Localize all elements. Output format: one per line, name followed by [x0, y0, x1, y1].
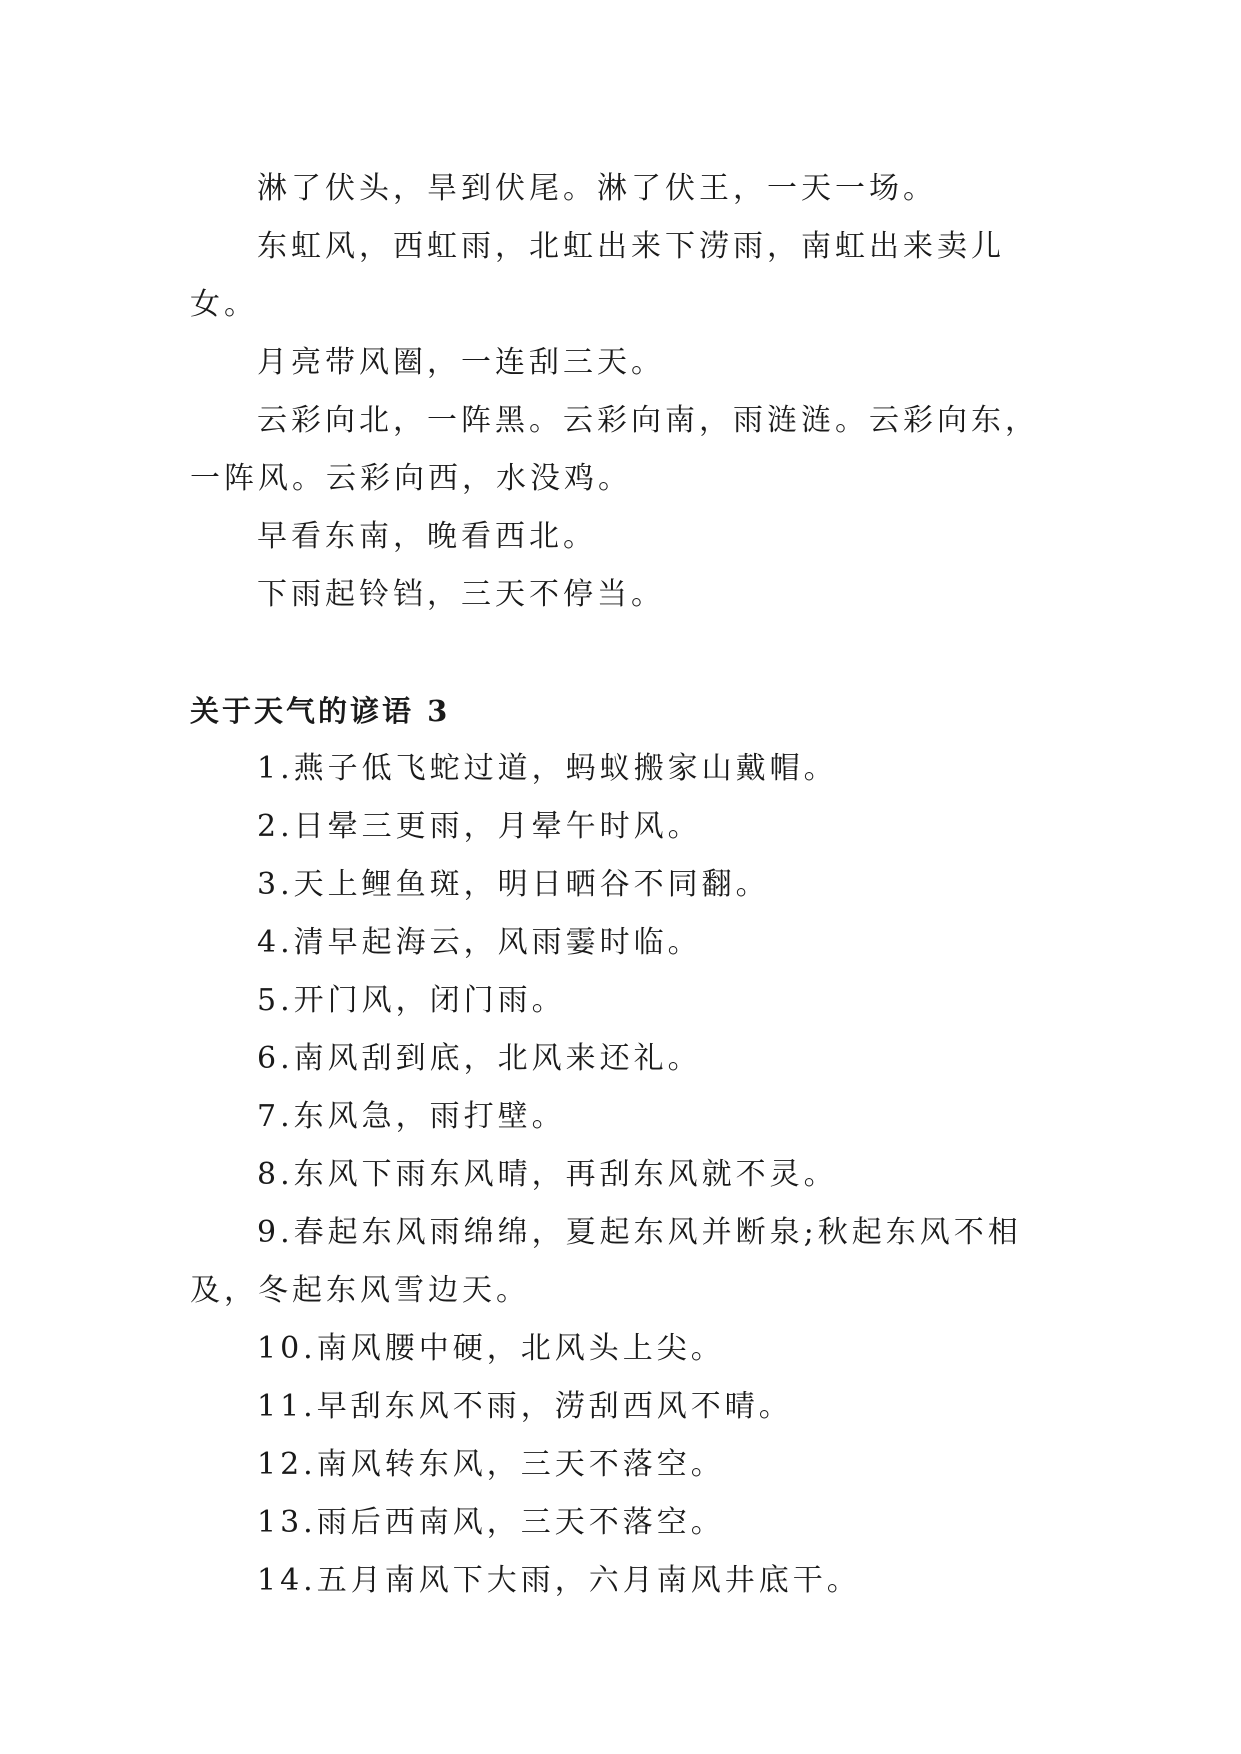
list-item: 10.南风腰中硬，北风头上尖。: [257, 1331, 725, 1366]
list-item: 13.雨后西南风，三天不落空。: [257, 1505, 725, 1540]
list-item: 6.南风刮到底，北风来还礼。: [257, 1041, 702, 1076]
list-item: 8.东风下雨东风晴，再刮东风就不灵。: [257, 1157, 838, 1192]
paragraph: 早看东南，晚看西北。: [257, 519, 597, 554]
paragraph: 淋了伏头，旱到伏尾。淋了伏王，一天一场。: [257, 171, 937, 206]
list-item: 12.南风转东风，三天不落空。: [257, 1447, 725, 1482]
spacer: [190, 624, 1070, 682]
intro-section: [190, 160, 1070, 624]
list-item: 11.早刮东风不雨，涝刮西风不晴。: [257, 1389, 793, 1424]
paragraph: 云彩向北，一阵黑。云彩向南，雨涟涟。云彩向东，一阵风。云彩向西，水没鸡。: [190, 403, 1039, 496]
proverb-list: [190, 740, 1070, 1610]
list-item: 3.天上鲤鱼斑，明日晒谷不同翻。: [257, 867, 770, 902]
paragraph: 下雨起铃铛，三天不停当。: [257, 577, 665, 612]
paragraph: 月亮带风圈，一连刮三天。: [257, 345, 665, 380]
list-item: 14.五月南风下大雨，六月南风井底干。: [257, 1563, 861, 1598]
paragraph: 东虹风，西虹雨，北虹出来下涝雨，南虹出来卖儿女。: [190, 229, 1005, 322]
list-item: 5.开门风，闭门雨。: [257, 983, 566, 1018]
list-item: 2.日晕三更雨，月晕午时风。: [257, 809, 702, 844]
list-item: 7.东风急，雨打壁。: [257, 1099, 566, 1134]
list-item: 9.春起东风雨绵绵，夏起东风并断泉;秋起东风不相及，冬起东风雪边天。: [190, 1215, 1022, 1308]
section-title: 关于天气的谚语 3: [190, 694, 451, 728]
list-item: 1.燕子低飞蛇过道，蚂蚁搬家山戴帽。: [257, 751, 838, 786]
document-page: [190, 160, 1070, 1610]
list-item: 4.清早起海云，风雨霎时临。: [257, 925, 702, 960]
